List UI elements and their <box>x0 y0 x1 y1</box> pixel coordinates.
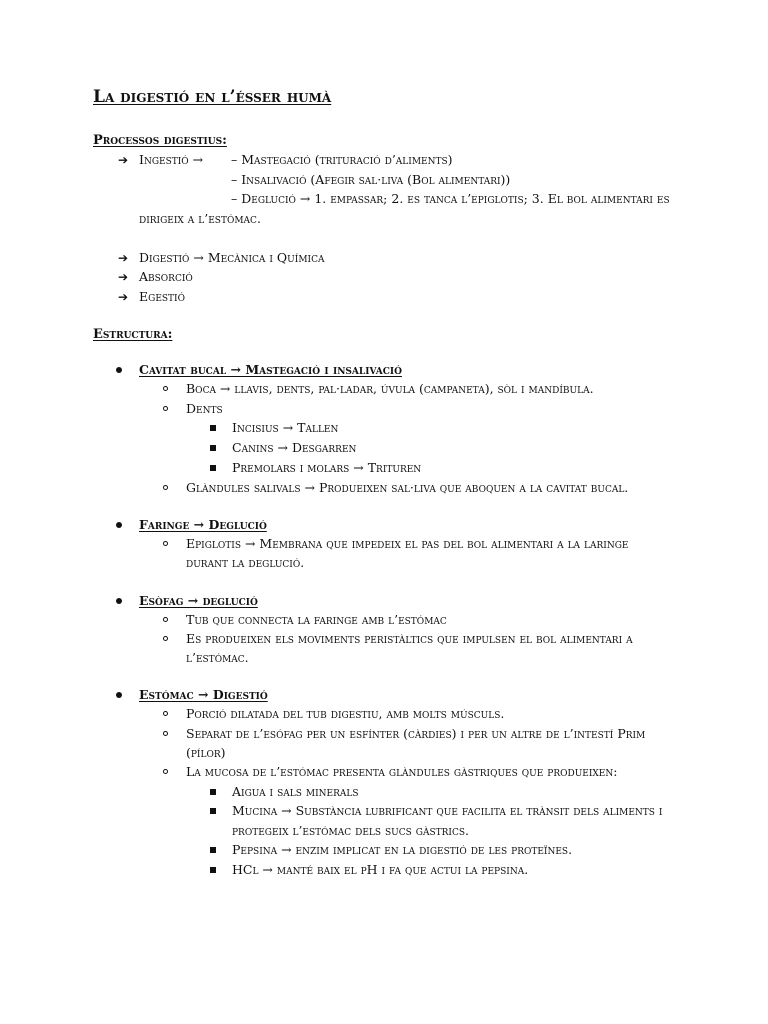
bullet-icon <box>116 598 122 604</box>
list-item: protegeix l’estómac dels sucs gàstrics. <box>232 823 470 838</box>
circle-bullet-icon <box>163 617 168 622</box>
arrow-bullet-icon: ➔ <box>118 153 129 167</box>
processos-heading: Processos digestius: <box>93 133 227 148</box>
list-item: (pílor) <box>186 745 226 760</box>
bullet-icon <box>116 522 122 528</box>
ingestio-item: – Deglució → 1. empassar; 2. es tanca l’epiglotis; 3. El bol alimentari es <box>231 191 670 206</box>
list-item: Pepsina → enzim implicat en la digestió de les proteïnes. <box>232 842 573 857</box>
section-title-esofag: Esòfag → deglució <box>139 593 258 608</box>
ingestio-item: – Insalivació (Afegir sal·liva (Bol alimentari)) <box>231 172 511 187</box>
circle-bullet-icon <box>163 769 168 774</box>
square-bullet-icon <box>210 847 216 853</box>
list-item: Canins → Desgarren <box>232 440 357 455</box>
list-item: Incisius → Tallen <box>232 420 339 435</box>
arrow-bullet-icon: ➔ <box>118 251 129 265</box>
list-item: Porció dilatada del tub digestiu, amb molts músculs. <box>186 706 505 721</box>
list-item: durant la deglució. <box>186 555 305 570</box>
section-title-cavitat: Cavitat bucal → Mastegació i insalivació <box>139 362 402 377</box>
square-bullet-icon <box>210 425 216 431</box>
list-item: HCl → manté baix el pH i fa que actui la pepsina. <box>232 862 529 877</box>
list-item: Glàndules salivals → Produeixen sal·liva que aboquen a la cavitat bucal. <box>186 480 629 495</box>
section-title-faringe: Faringe → Deglució <box>139 517 267 532</box>
list-item: Aigua i sals minerals <box>232 784 359 799</box>
list-item: Tub que connecta la faringe amb l’estómac <box>186 612 447 627</box>
section-title-estomac: Estómac → Digestió <box>139 687 268 702</box>
list-item: Mucina → Substància lubrificant que facilita el trànsit dels aliments i <box>232 803 663 818</box>
square-bullet-icon <box>210 445 216 451</box>
square-bullet-icon <box>210 808 216 814</box>
document-title: La digestió en l’ésser humà <box>93 87 332 107</box>
list-item: Boca → llavis, dents, pal·ladar, úvula (campaneta), sòl i mandíbula. <box>186 381 594 396</box>
square-bullet-icon <box>210 867 216 873</box>
list-item: La mucosa de l’estómac presenta glàndules gàstriques que produeixen: <box>186 764 618 779</box>
process-item: Digestió → Mecànica i Química <box>139 250 325 265</box>
list-item: Separat de l’esófag per un esfínter (càrdies) i per un altre de l’intestí Prim <box>186 726 646 741</box>
estructura-heading: Estructura: <box>93 327 173 342</box>
list-item: Premolars i molars → Trituren <box>232 460 422 475</box>
ingestio-label: Ingestió → <box>139 152 204 167</box>
circle-bullet-icon <box>163 731 168 736</box>
process-item: Absorció <box>139 269 193 284</box>
circle-bullet-icon <box>163 406 168 411</box>
bullet-icon <box>116 692 122 698</box>
list-item: Es produeixen els moviments peristàltics que impulsen el bol alimentari a <box>186 631 633 646</box>
bullet-icon <box>116 367 122 373</box>
circle-bullet-icon <box>163 711 168 716</box>
list-item: l’estómac. <box>186 650 249 665</box>
process-item: Egestió <box>139 289 185 304</box>
ingestio-item: dirigeix a l’estómac. <box>139 211 261 226</box>
arrow-bullet-icon: ➔ <box>118 270 129 284</box>
ingestio-item: – Mastegació (trituració d’aliments) <box>231 152 453 167</box>
list-item: Dents <box>186 401 223 416</box>
circle-bullet-icon <box>163 541 168 546</box>
square-bullet-icon <box>210 465 216 471</box>
arrow-bullet-icon: ➔ <box>118 290 129 304</box>
circle-bullet-icon <box>163 636 168 641</box>
circle-bullet-icon <box>163 485 168 490</box>
circle-bullet-icon <box>163 386 168 391</box>
square-bullet-icon <box>210 789 216 795</box>
list-item: Epiglotis → Membrana que impedeix el pas del bol alimentari a la laringe <box>186 536 629 551</box>
